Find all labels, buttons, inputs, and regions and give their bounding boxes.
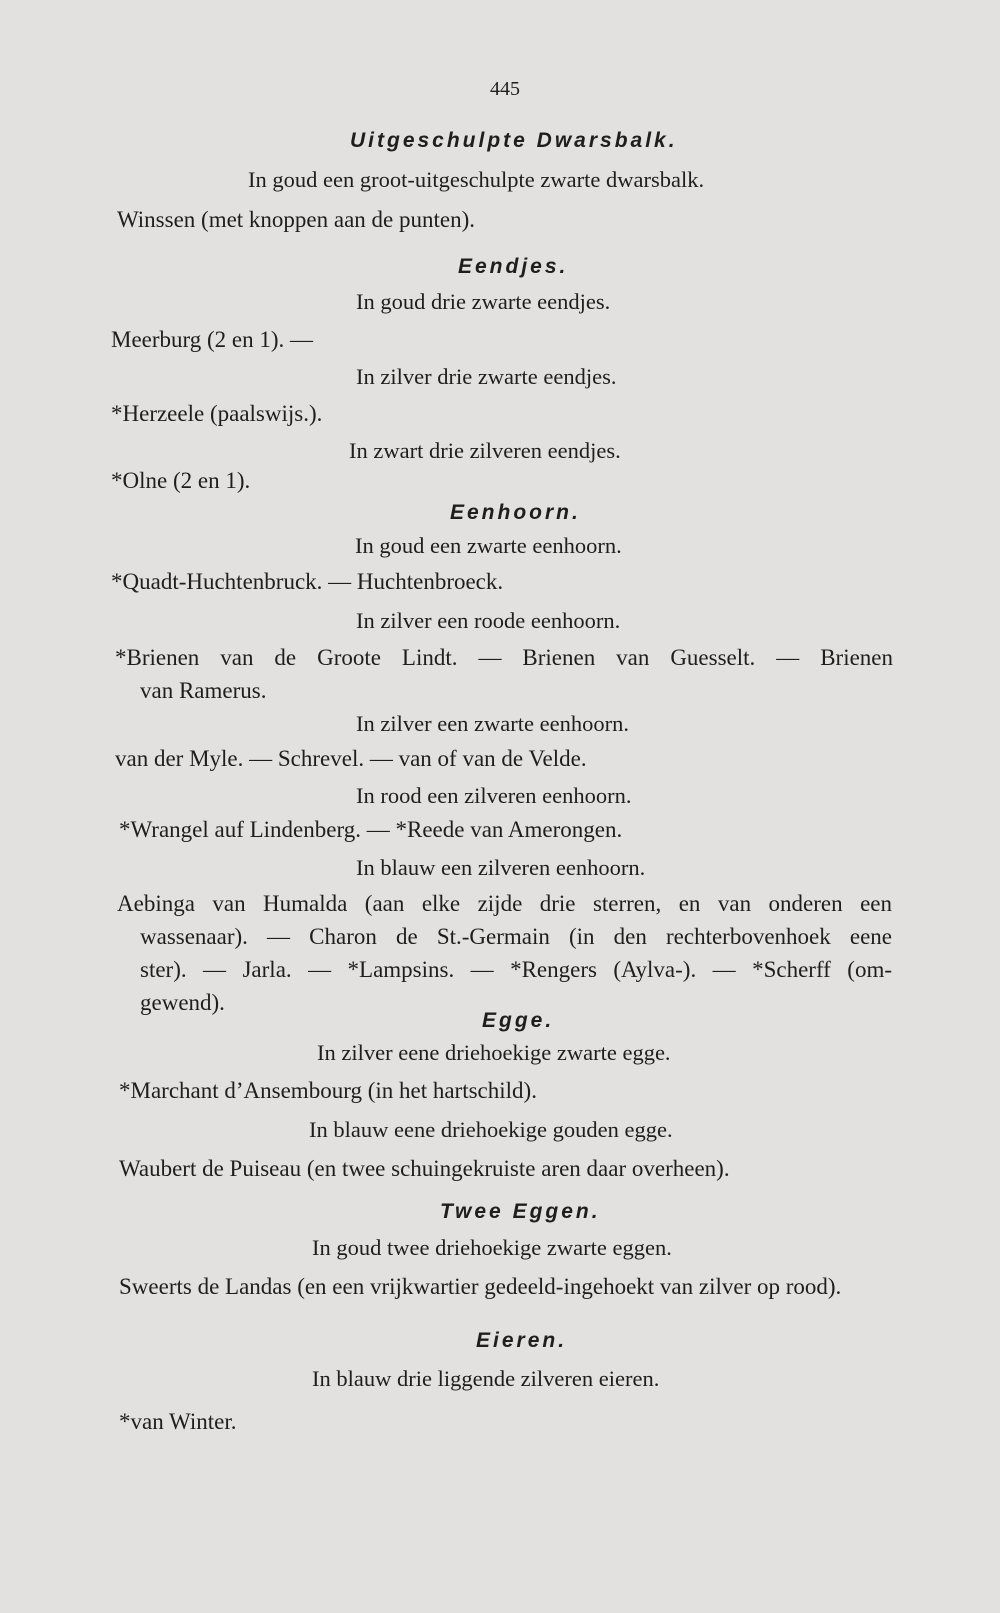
section-title-eenhoorn: Eenhoorn. bbox=[450, 501, 581, 524]
family-entry-line: Waubert de Puiseau (en twee schuingekruiste aren daar overheen). bbox=[119, 1156, 730, 1181]
family-entry-line: Winssen (met knoppen aan de punten). bbox=[117, 207, 476, 232]
family-entry-line: van Ramerus. bbox=[140, 678, 267, 703]
page-number: 445 bbox=[490, 78, 520, 100]
blazon-line: In goud een zwarte eenhoorn. bbox=[355, 533, 622, 558]
section-title-uitgeschulpte-dwarsbalk: Uitgeschulpte Dwarsbalk. bbox=[350, 129, 678, 152]
family-entry-line: Meerburg (2 en 1). — bbox=[111, 327, 314, 352]
blazon-line: In rood een zilveren eenhoorn. bbox=[356, 783, 632, 808]
family-entry-line: Sweerts de Landas (en een vrijkwartier gedeeld-ingehoekt van zilver op rood). bbox=[119, 1274, 842, 1299]
blazon-line: In zilver drie zwarte eendjes. bbox=[356, 364, 617, 389]
blazon-line: In blauw eene driehoekige gouden egge. bbox=[309, 1117, 673, 1142]
family-entry-line: gewend). bbox=[140, 990, 225, 1015]
blazon-line: In goud twee driehoekige zwarte eggen. bbox=[312, 1235, 672, 1260]
family-entry-line: *Wrangel auf Lindenberg. — *Reede van Amerongen. bbox=[119, 817, 623, 842]
section-title-twee-eggen: Twee Eggen. bbox=[440, 1200, 601, 1223]
family-entry-line: *Herzeele (paalswijs.). bbox=[111, 401, 323, 426]
blazon-line: In zilver eene driehoekige zwarte egge. bbox=[317, 1040, 671, 1065]
blazon-line: In zilver een zwarte eenhoorn. bbox=[356, 711, 629, 736]
family-entry-line: *Marchant d’Ansembourg (in het hartschild). bbox=[119, 1078, 537, 1103]
family-entry-line: van der Myle. — Schrevel. — van of van de Velde. bbox=[115, 746, 587, 771]
blazon-line: In blauw een zilveren eenhoorn. bbox=[356, 855, 646, 880]
section-title-egge: Egge. bbox=[482, 1009, 555, 1032]
family-entry-line: ster). — Jarla. — *Lampsins. — *Rengers (Aylva-). — *Scherff (om- bbox=[140, 957, 892, 982]
blazon-line: In goud drie zwarte eendjes. bbox=[356, 289, 611, 314]
family-entry-line: *van Winter. bbox=[119, 1409, 237, 1434]
blazon-line: In blauw drie liggende zilveren eieren. bbox=[312, 1366, 660, 1391]
blazon-line: In zilver een roode eenhoorn. bbox=[356, 608, 621, 633]
family-entry-line: Aebinga van Humalda (aan elke zijde drie sterren, en van onderen een bbox=[117, 891, 892, 916]
blazon-line: In zwart drie zilveren eendjes. bbox=[349, 438, 621, 463]
family-entry-line: wassenaar). — Charon de St.-Germain (in den rechterbovenhoek eene bbox=[140, 924, 892, 949]
family-entry-line: *Brienen van de Groote Lindt. — Brienen van Guesselt. — Brienen bbox=[115, 645, 893, 670]
section-title-eieren: Eieren. bbox=[476, 1329, 568, 1352]
family-entry-line: *Olne (2 en 1). bbox=[111, 468, 251, 493]
blazon-line: In goud een groot-uitgeschulpte zwarte dwarsbalk. bbox=[248, 167, 705, 192]
section-title-eendjes: Eendjes. bbox=[458, 255, 569, 278]
family-entry-line: *Quadt-Huchtenbruck. — Huchtenbroeck. bbox=[111, 569, 504, 594]
